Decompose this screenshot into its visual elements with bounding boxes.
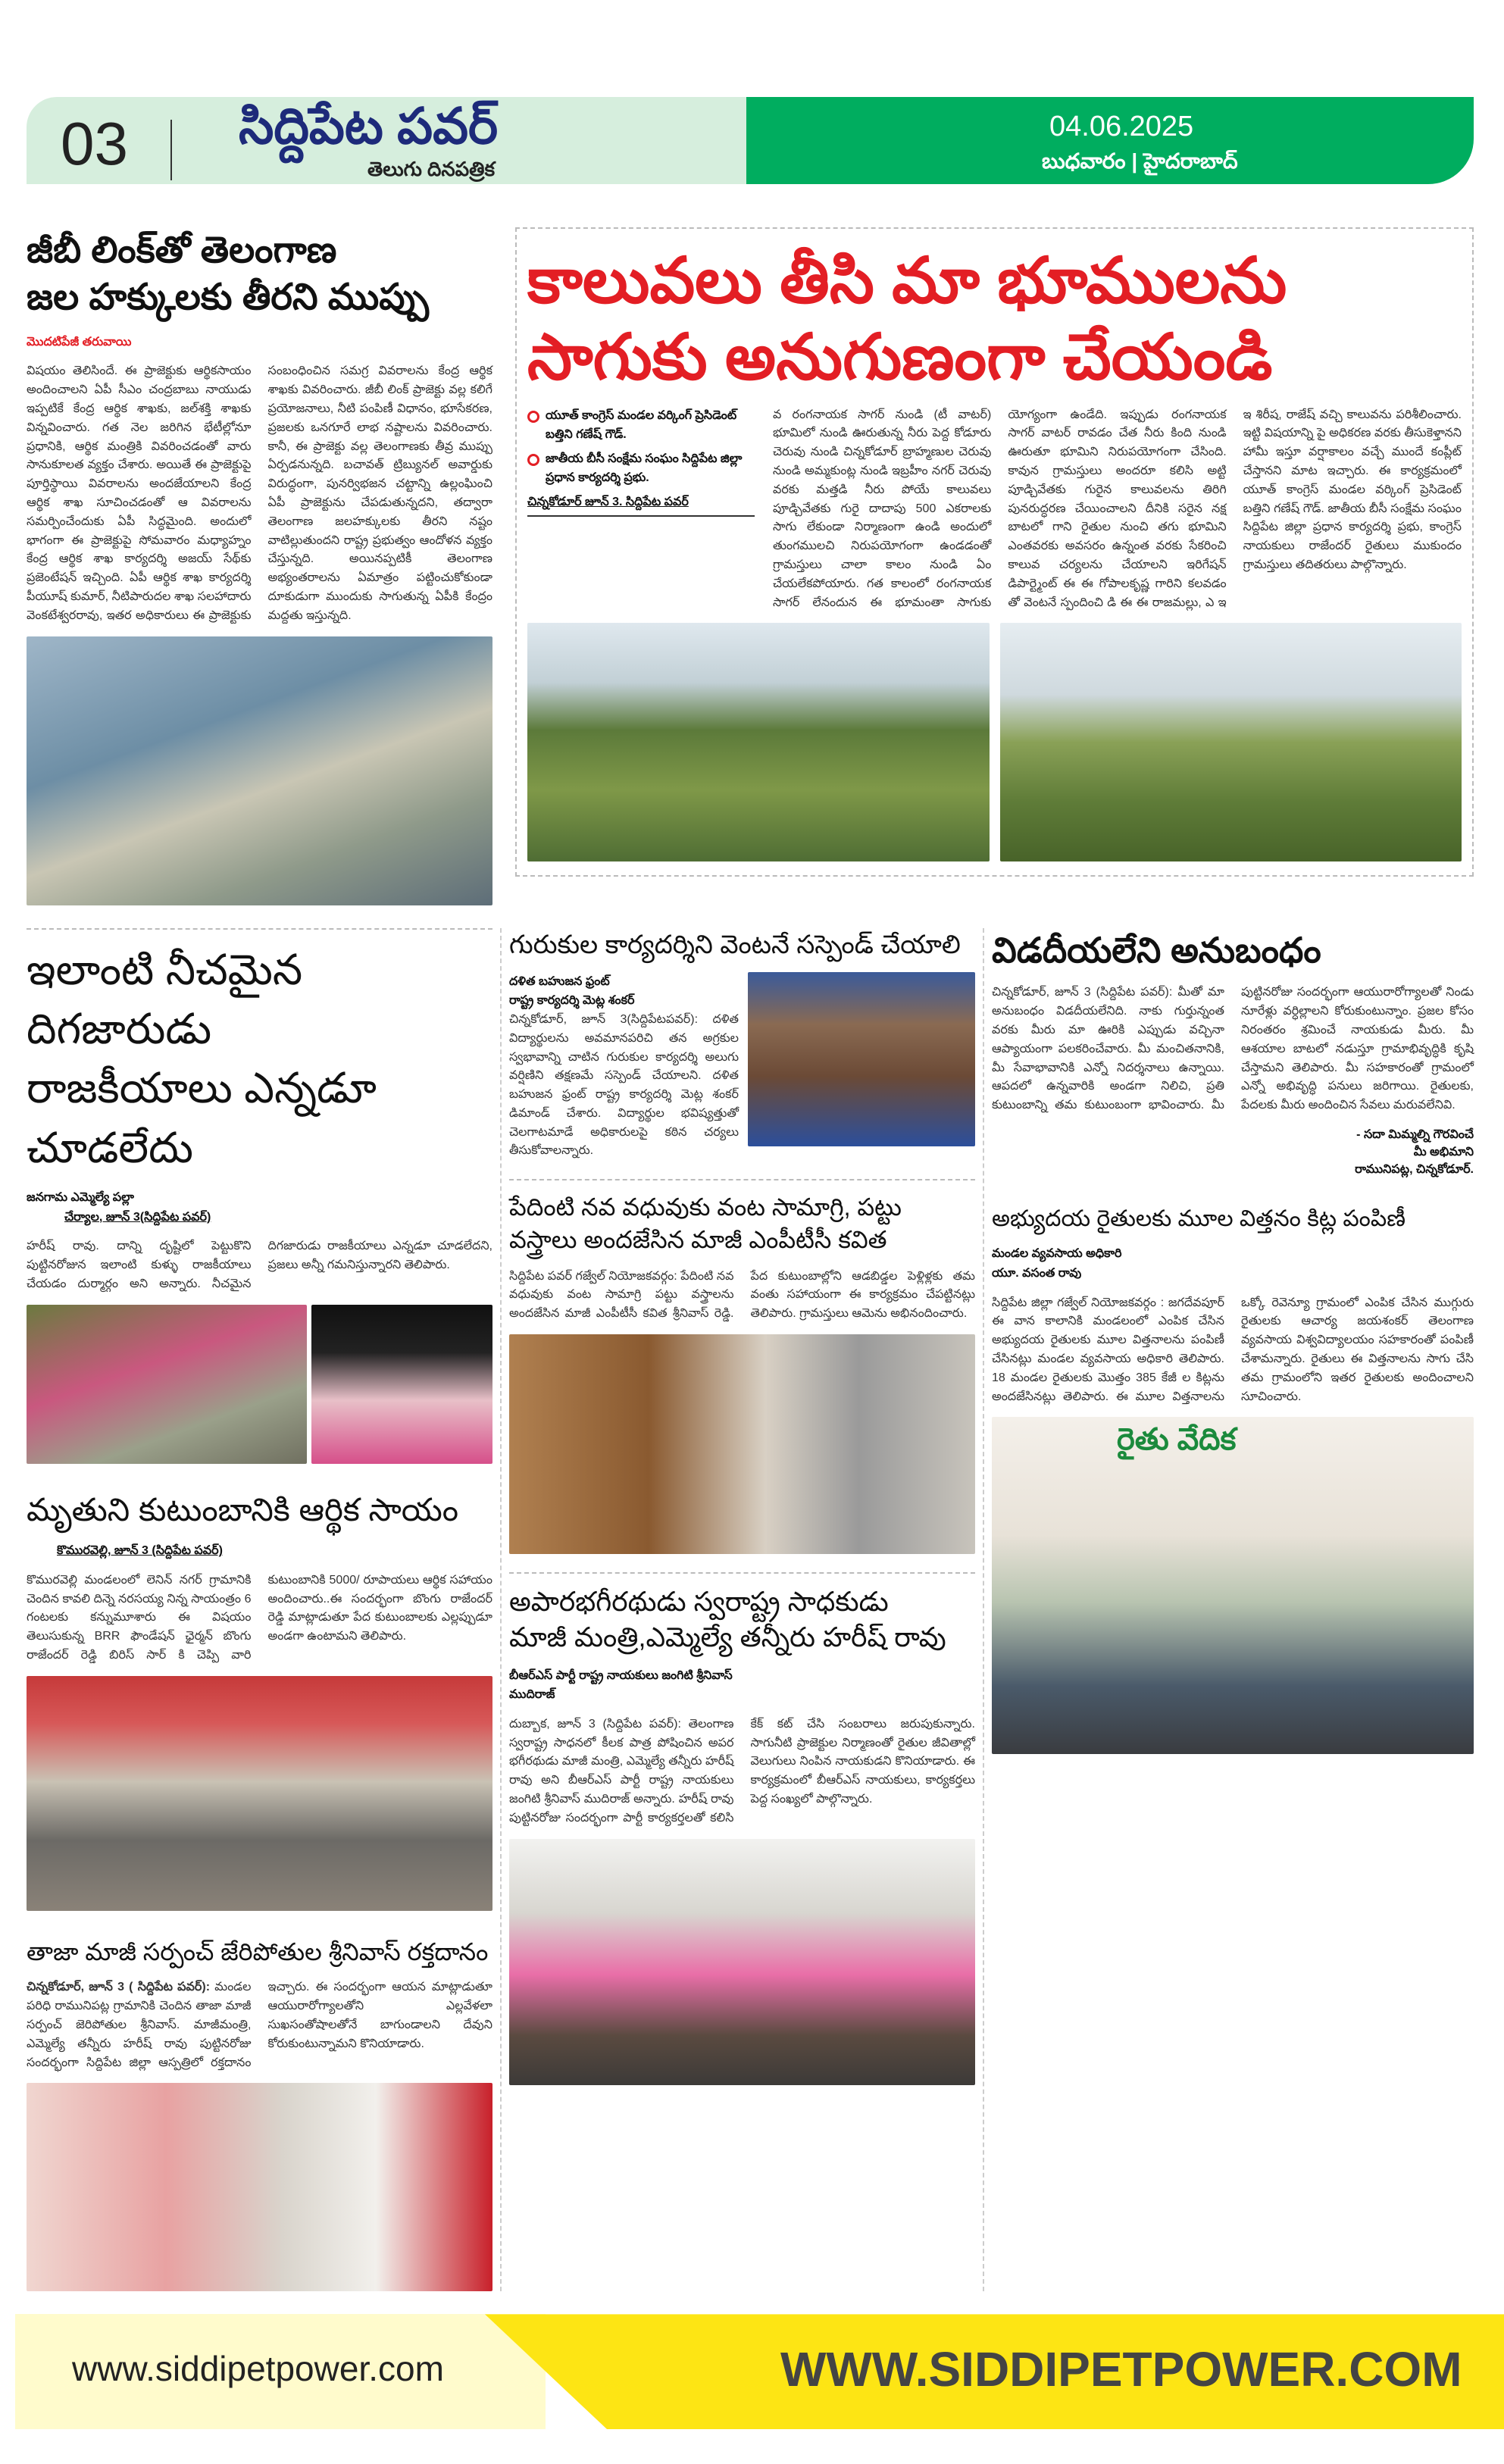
story-body: దుబ్బాక, జూన్ 3 (సిద్దిపేట పవర్): తెలంగాణ స్వరాష్ట్ర సాధనలో కీలక పాత్ర పోషించిన అపర భగీరథుడు మాజీ మంత్రి, ఎమ్మెల్యే తన్నీరు హరీష్ రావు అని బీఆర్ఎస్ పార్టీ రాష్ట్ర నాయకులు జంగిటి శ్రీనివాస్ ముదిరాజ్ అన్నారు. హరీష్ రావు పుట్టినరోజు సందర్భంగా పార్టీ కార్యకర్తలతో కలిసి కేక్ కట్ చేసి సంబరాలు జరుపుకున్నారు. సాగునీటి ప్రాజెక్టుల నిర్మాణంతో రైతుల జీవితాల్లో వెలుగులు నింపిన నాయకుడని కొనియాడారు. ఈ కార్యక్రమంలో బీఆర్ఎస్ నాయకులు, కార్యకర్తలు పెద్ద సంఖ్యలో పాల్గొన్నారు.	[509, 1717, 975, 1825]
page-footer	[0, 2314, 1504, 2429]
divider	[27, 928, 492, 930]
story-body: సిద్దిపేట జిల్లా గజ్వేల్ నియోజకవర్గం : జగదేవపూర్ ఈ వాన కాలానికి మండలంలో ఎంపిక చేసిన అభ్యుదయ రైతులకు మూల విత్తనాలను పంపిణీ చేసినట్లు మండల వ్యవసాయ అధికారి తెలిపారు. 18 మండల రైతులకు మొత్తం 385 కేజీ ల కిట్లను అందజేసినట్లు తెలిపారు. ఈ మూల విత్తనాలను ఒక్కో రెవెన్యూ గ్రామంలో ఎంపిక చేసిన ముగ్గురు రైతులకు ఆచార్య జయశంకర్ తెలంగాణ వ్యవసాయ విశ్వవిద్యాలయం సహకారంతో పంపిణీ చేశామన్నారు. రైతులు ఈ విత్తనాలను సాగు చేసి తమ గ్రామంలోని ఇతర రైతులకు అందించాలని సూచించారు.	[992, 1296, 1474, 1403]
page-header	[0, 0, 1504, 227]
lead-headline	[527, 242, 1462, 396]
bullet-ring-icon	[527, 454, 539, 466]
story-sub: మండల వ్యవసాయ అధికారి యూ. వసంత రావు	[992, 1247, 1122, 1280]
story-headline-bond: విడదీయలేని అనుబంధం	[992, 930, 1321, 970]
page-number: 03	[61, 110, 128, 177]
story-headline-blood: తాజా మాజీ సర్పంచ్ జేరిపోతుల శ్రీనివాస్ రక్తదానం	[27, 1937, 489, 1965]
headline-line: పేదింటి నవ వధువుకు వంట సామాగ్రి, పట్టు	[509, 1193, 902, 1221]
photo-decorated-arch	[27, 1305, 307, 1464]
lead-story-box	[515, 227, 1474, 877]
lead-highlights	[527, 406, 755, 517]
headline-line: రాజకీయాలు ఎన్నడూ చూడలేదు	[27, 1064, 377, 1171]
photo-officials-inspecting	[1000, 623, 1462, 861]
top-row	[27, 227, 1474, 905]
divider	[509, 1572, 975, 1574]
story-headline-gb-link	[27, 227, 492, 322]
photo-banner-text: రైతు వేదిక	[1117, 1423, 1237, 1457]
issue-date: 04.06.2025	[1049, 111, 1194, 142]
lead-photos	[527, 623, 1462, 861]
footer-website-link[interactable]: www.siddipetpower.com	[72, 2349, 444, 2389]
story-sub: జనగామ ఎమ్మెల్యే పల్లా చేర్యాల, జూన్ 3(సిద్దిపేట పవర్)	[27, 1191, 211, 1224]
lead-text-row	[527, 406, 1462, 613]
dateline: కొమురవెల్లి, జూన్ 3 (సిద్దిపేట పవర్)	[57, 1544, 223, 1558]
footer-website-banner[interactable]: WWW.SIDDIPETPOWER.COM	[780, 2342, 1462, 2397]
gurukul-content	[509, 972, 975, 1162]
photo-birthday-celebration	[509, 1839, 975, 2085]
issue-day-place: బుధవారం | హైదరాబాద్	[1042, 149, 1238, 173]
masthead-subtitle: తెలుగు దినపత్రిక	[367, 158, 496, 180]
middle-column	[509, 928, 975, 2085]
politics-photos	[27, 1305, 492, 1464]
story-headline-gurukul: గురుకుల కార్యదర్శిని వెంటనే సస్పెండ్ చేయాలి	[509, 930, 961, 959]
headline-line: సాగుకు అనుగుణంగా చేయండి	[527, 321, 1273, 392]
story-sub: బీఆర్ఎస్ పార్టీ రాష్ట్ర నాయకులు జంగిటి శ్రీనివాస్ ముదిరాజ్	[509, 1668, 733, 1702]
story-body: చిన్నకోడూర్, జూన్ 3 (సిద్దిపేట పవర్): మీతో మా అనుబంధం విడదీయలేనిది. నాకు గుర్తున్నంత వరకు మీరు మా ఊరికి ఎప్పుడు వచ్చినా ఆప్యాయంగా పలకరించేవారు. మీ మంచితనానికి, మీ సేవాభావానికి ఎన్నో నిదర్శనాలు ఉన్నాయి. ఆపదలో ఉన్నవారికి అండగా నిలిచి, ప్రతి కుటుంబాన్ని తమ కుటుంబంగా భావించారు. మీ పుట్టినరోజు సందర్భంగా ఆయురారోగ్యాలతో నిండు నూరేళ్లు వర్ధిల్లాలని కోరుకుంటున్నాం. ప్రజల కోసం నిరంతరం శ్రమించే నాయకుడు మీరు. మీ ఆశయాల బాటలో నడుస్తూ గ్రామాభివృద్ధికి కృషి చేస్తామని తెలిపారు. మీ సహకారంతో గ్రామంలో ఎన్నో అభివృద్ధి పనులు జరిగాయి. రైతులకు, పేదలకు మీరు అందించిన సేవలు మరువలేనివి.	[992, 986, 1474, 1112]
story-body: సిద్దిపేట పవర్ గజ్వేల్ నియోజకవర్గం: పేదింటి నవ వధువుకు వంట సామాగ్రి పట్టు వస్త్రాలను అందజేసిన మాజీ ఎంపీటీసీ కవిత శ్రీనివాస్ రెడ్డి. పేద కుటుంబాల్లోని ఆడబిడ్డల పెళ్లిళ్లకు తమ వంతు సహాయంగా ఈ కార్యక్రమం చేపట్టినట్లు తెలిపారు. గ్రామస్తులు ఆమెను అభినందించారు.	[509, 1269, 975, 1321]
photo-seed-distribution	[992, 1417, 1474, 1754]
headline-line: కాలువలు తీసి మా భూములను	[527, 245, 1287, 316]
column-divider	[983, 928, 984, 2292]
right-column	[992, 928, 1474, 1755]
dateline: చిన్నకోడూర్ జూన్ 3. సిద్దిపేట పవర్	[527, 492, 755, 517]
story-body: విషయం తెలిసిందే. ఈ ప్రాజెక్టుకు ఆర్థికసాయం అందించాలని ఏపీ సీఎం చంద్రబాబు నాయుడు ఇప్పటికే కేంద్ర ఆర్థిక శాఖకు, జల్‌శక్తి శాఖకు విన్నవించారు. గత నెల జరిగిన భేటీల్లోనూ ప్రధానికి, ఆర్థిక మంత్రికి వివరించడంతో వారు సానుకూలత వ్యక్తం చేశారు. అయితే ఈ ప్రాజెక్టుపై పూర్తిస్థాయి వివరాలను అందజేయాలని కేంద్ర ఆర్థిక శాఖ సూచించడంతో ఆ వివరాలను సమర్పించేందుకు ఏపీ సిద్ధమైంది. అందులో భాగంగా ఈ ప్రాజెక్టుపై సోమవారం మధ్యాహ్నం కేంద్ర ఆర్థిక శాఖ కార్యదర్శి అజయ్ సేథ్‌కు ప్రజెంటేషన్ ఇచ్చింది. ఏపీ ఆర్థిక శాఖ కార్యదర్శి పీయూష్ కుమార్, నీటిపారుదల శాఖ సలహాదారు వెంకటేశ్వరరావు, ఇతర అధికారులు ఈ ప్రాజెక్టుకు సంబంధించిన సమగ్ర వివరాలను కేంద్ర ఆర్థిక శాఖకు వివరించారు. జీబీ లింక్ ప్రాజెక్టు వల్ల కలిగే ప్రయోజనాలు, నీటి పంపిణీ విధానం, భూసేకరణ, ప్రజలకు ఒనగూరే లాభ నష్టాలను వివరించారు. కానీ, ఈ ప్రాజెక్టు వల్ల తెలంగాణకు తీవ్ర ముప్పు ఏర్పడనున్నది. బచావత్ ట్రిబ్యునల్ అవార్డుకు విరుద్ధంగా, పునర్విభజన చట్టాన్ని ఉల్లంఘించి ఏపీ ప్రాజెక్టును చేపడుతున్నదని, తద్వారా తెలంగాణ జలహక్కులకు తీరని నష్టం వాటిల్లుతుందని రాష్ట్ర ప్రభుత్వం ఆందోళన వ్యక్తం చేస్తున్నది. అయినప్పటికీ తెలంగాణ అభ్యంతరాలను ఏమాత్రం పట్టించుకోకుండా దూకుడుగా ముందుకు సాగుతున్న ఏపీకి కేంద్రం మద్దతు ఇస్తున్నది.	[27, 364, 492, 622]
story-headline-harish	[509, 1584, 975, 1656]
masthead-logo: సిద్దిపేట పవర్	[239, 98, 499, 154]
headline-line: జల హక్కులకు తీరని ముప్పు	[27, 277, 430, 318]
story-body: చిన్నకోడూర్, జూన్ 3 ( సిద్దిపేట పవర్): మండల పరిధి రామునిపట్ల గ్రామానికి చెందిన తాజా మాజీ సర్పంచ్ జెరిపోతుల శ్రీనివాస్. మాజీమంత్రి, ఎమ్మెల్యే తన్నీరు హరీష్ రావు పుట్టినరోజు సందర్భంగా సిద్దిపేట జిల్లా ఆస్పత్రిలో రక్తదానం ఇచ్చారు. ఈ సందర్భంగా ఆయన మాట్లాడుతూ ఆయురారోగ్యాలతోని ఎల్లవేళలా సుఖసంతోషాలతోనే బాగుండాలని దేవుని కోరుకుంటున్నామని కొనియాడారు.	[27, 1981, 492, 2069]
headline-line: ఇలాంటి నీచమైన దిగజారుడు	[27, 945, 303, 1052]
story-headline-seeds: అభ్యుదయ రైతులకు మూల విత్తనం కిట్ల పంపిణీ	[992, 1206, 1406, 1232]
photo-speaker	[311, 1305, 492, 1464]
photo-blood-donation	[27, 2083, 492, 2291]
story-headline-condolence: మృతుని కుటుంబానికి ఆర్థిక సాయం	[27, 1491, 459, 1527]
photo-gift-handover	[509, 1334, 975, 1554]
headline-line: అపారభగీరథుడు స్వరాష్ట్ర సాధకుడు	[509, 1586, 889, 1618]
story-kicker: మొదటిపేజీ తరువాయి	[27, 335, 132, 349]
story-signoff: - సదా మిమ్మల్ని గౌరవించే మీ అభిమాని రామునిపట్ల, చిన్నకోడూర్.	[1355, 1127, 1474, 1177]
headline-line: జీబీ లింక్‌తో తెలంగాణ	[27, 230, 337, 270]
highlight-item: యూత్ కాంగ్రెస్ మండల వర్కింగ్ ప్రెసిడెంట్ బత్తిని గణేష్ గౌడ్.	[527, 406, 755, 445]
story-sub: దళిత బహుజన ఫ్రంట్ రాష్ట్ర కార్యదర్శి మెట్ల శంకర్	[509, 974, 635, 1008]
story-body: కొమురవెల్లి మండలంలో లెనిన్ నగర్ గ్రామానికి చెందిన కావలి దిన్నె నరసయ్య నిన్న సాయంత్రం 6 గంటలకు కన్నుమూశారు ఈ విషయం తెలుసుకున్న BRR ఫౌండేషన్ ఛైర్మన్ బొంగు రాజేందర్ రెడ్డి బిరిస్ సార్ కి చెప్పి వారి కుటుంబానికి 5000/ రూపాయలు ఆర్థిక సహాయం అందించారు..ఈ సందర్భంగా బొంగు రాజేందర్ రెడ్డి మాట్లాడుతూ పేద కుటుంబాలకు ఎల్లప్పుడూ అండగా ఉంటామని తెలిపారు.	[27, 1573, 492, 1662]
gurukul-text	[509, 972, 739, 1162]
story-headline-bride	[509, 1191, 975, 1256]
story-body: హరీష్ రావు. దాన్ని దృష్టిలో పెట్టుకొని పుట్టినరోజున ఇలాంటి కుళ్ళు రాజకీయాలు చేయడం దుర్మార్గం అని అన్నారు. నీచమైన దిగజారుడు రాజకీయాలు ఎన్నడూ చూడలేదని, ప్రజలు అన్నీ గమనిస్తున్నారని తెలిపారు.	[27, 1240, 492, 1290]
photo-dam-aerial	[27, 636, 492, 905]
photo-metla-shankar	[748, 972, 975, 1146]
dateline: చిన్నకోడూర్, జూన్ 3 ( సిద్దిపేట పవర్):	[27, 1981, 211, 1994]
story-headline-politics	[27, 940, 492, 1178]
divider	[509, 1179, 975, 1180]
photo-waterlogged-field	[527, 623, 990, 861]
bullet-ring-icon	[527, 411, 539, 423]
photo-family-aid	[27, 1676, 492, 1911]
divider	[170, 120, 172, 180]
lower-columns	[27, 928, 1474, 2292]
story-body: చిన్నకోడూర్, జూన్ 3(సిద్దిపేటపవర్): దళిత విద్యార్థులను అవమానపరిచి తన అగ్రకుల స్వభావాన్ని చాటిన గురుకుల కార్యదర్శి అలుగు వర్షిణిని తక్షణమే సస్పెండ్ చేయాలని. దళిత బహుజన ఫ్రంట్ రాష్ట్ర కార్యదర్శి మెట్ల శంకర్ డిమాండ్ చేశారు. విద్యార్థుల భవిష్యత్తుతో చెలగాటమాడే అధికారులపై కఠిన చర్యలు తీసుకోవాలన్నారు.	[509, 1012, 739, 1158]
left-column	[27, 928, 492, 2292]
column-divider	[500, 928, 502, 2292]
story-gb-link	[27, 227, 492, 905]
lead-body-right: వ రంగనాయక సాగర్ నుండి (టీ వాటర్) భూమిలో నుండి ఊరుతున్న నీరు పెద్ద కోడూరు చెరువు నుండి చిన్నకోడూర్ బ్రాహ్మణుల చెరువు నుండి అమ్మకుంట్ల నుండి ఇబ్రహీం నగర్ చెరువు వరకు మత్తడి నీరు పోయే కాలువలు పూడ్చివేతకు గురై దాదాపు 500 ఎకరాలకు సాగు లేకుండా నిర్మాణంగా ఉండి అందులో తుంగములచి నిరుపయోగంగా ఉండడంతో గ్రామస్తులు చాలా కాలం నుండి ఏం చేయలేకపోయారు. గత కాలంలో రంగనాయక సాగర్ లేనందున ఈ భూమంతా సాగుకు యోగ్యంగా ఉండేది. ఇప్పుడు రంగనాయక సాగర్ వాటర్ రావడం చేత నీరు కింది నుండి ఊరుతూ భూమిని నిరుపయోగంగా చేసింది. కావున గ్రామస్తులు అందరూ కలిసి అట్టి పూడ్చివేతకు గురైన కాలువలను తిరిగి పునరుద్ధరణ చేయించాలని దీనికి సరైన నక్ష బాటలో గాని రైతుల నుంచి తగు భూమిని ఎంతవరకు అవసరం ఉన్నంత వరకు సేకరించి కాలువ చర్యలను చేయాలని ఇరిగేషన్ డిపార్ట్మెంట్ ఈ ఈ గోపాలకృష్ణ గారిని కలవడం తో వెంటనే స్పందించి డి ఈ ఈ రాజమల్లు, ఎ ఇ ఇ శిరీష, రాజేష్ వచ్చి కాలువను పరిశీలించారు. ఇట్టి విషయాన్ని పై అధికరణ వరకు తీసుకెళ్తానని హామీ ఇస్తూ వర్షాకాలం వచ్చే ముందే కంప్లీట్ చేస్తానని మాట ఇచ్చారు. ఈ కార్యక్రమంలో యూత్ కాంగ్రెస్ మండల వర్కింగ్ ప్రెసిడెంట్ బత్తిని గణేష్ గౌడ్. జాతీయ బీసీ సంక్షేమ సంఘం సిద్దిపేట జిల్లా ప్రధాన కార్యదర్శి ప్రభు, కాంగ్రెస్ నాయకులు రాజేందర్ రైతులు ముకుందం గ్రామస్తులు తదితరులు పాల్గొన్నారు.	[773, 408, 1462, 609]
headline-line: వస్త్రాలు అందజేసిన మాజీ ఎంపీటీసీ కవిత	[509, 1226, 887, 1254]
headline-line: మాజీ మంత్రి,ఎమ్మెల్యే తన్నీరు హరీష్ రావు	[509, 1621, 946, 1653]
highlight-item: జాతీయ బీసీ సంక్షేమ సంఘం సిద్దిపేట జిల్లా ప్రధాన కార్యదర్శి ప్రభు.	[527, 449, 755, 488]
